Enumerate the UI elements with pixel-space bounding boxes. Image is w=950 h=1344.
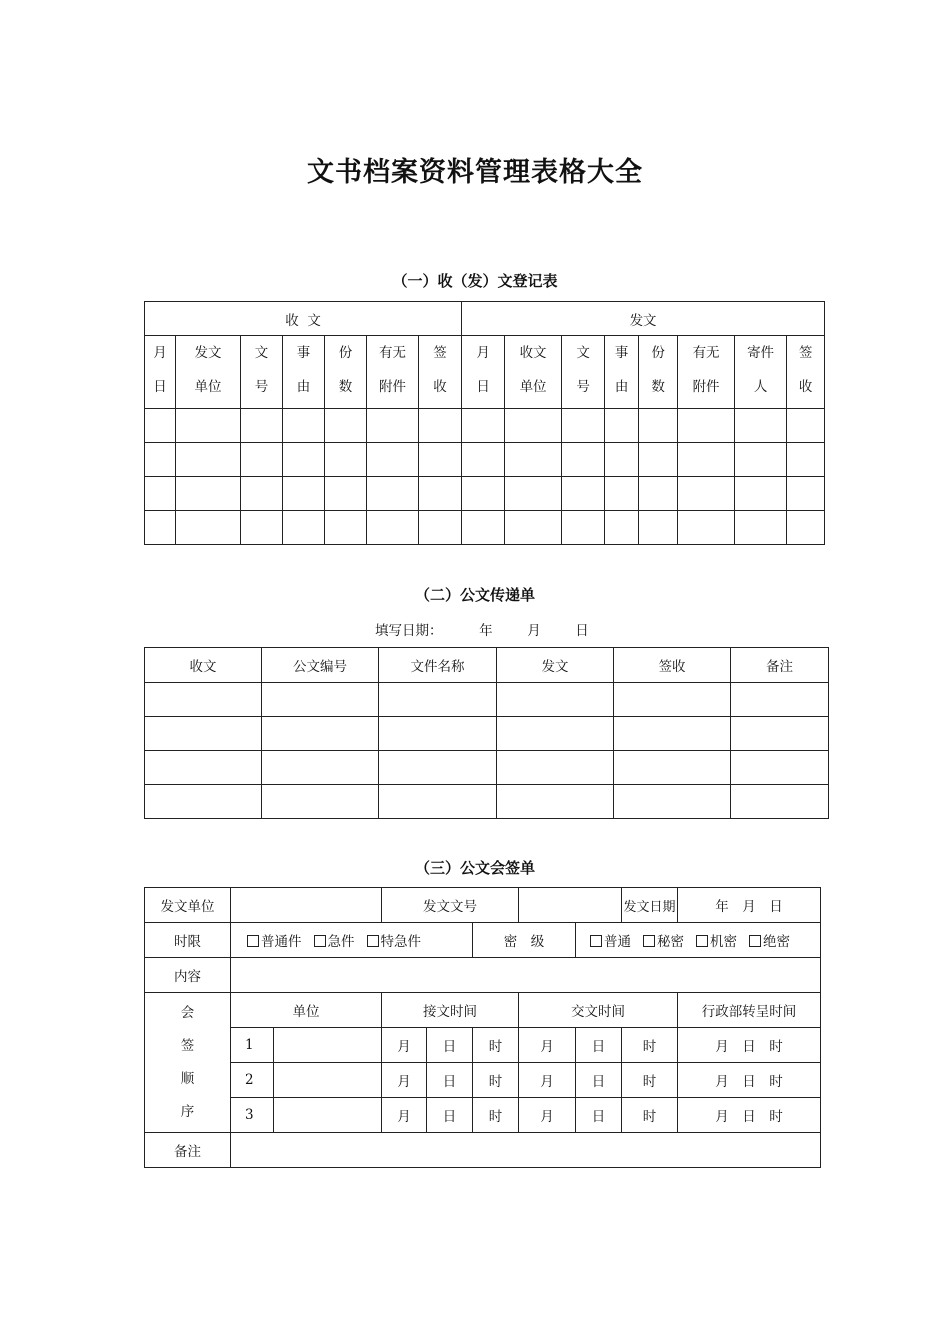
receive-col-header: 文 号 [241, 336, 283, 409]
table-cell[interactable] [614, 717, 731, 751]
receive-month: 月 [382, 1028, 427, 1063]
section-1-heading: （一）收（发）文登记表 [392, 272, 558, 290]
table-cell[interactable] [787, 409, 825, 443]
table-cell[interactable] [735, 443, 787, 477]
section-3-heading: （三）公文会签单 [414, 859, 535, 877]
hand-month: 月 [519, 1098, 576, 1133]
countersign-unit-cell[interactable] [274, 1028, 382, 1063]
time-limit-option-label: 特急件 [380, 934, 421, 950]
table-cell[interactable] [605, 511, 639, 545]
table-cell[interactable] [176, 511, 241, 545]
fill-date-month: 月 [527, 623, 541, 639]
time-limit-options [231, 923, 473, 958]
time-limit-checkbox[interactable] [367, 934, 422, 950]
table-cell[interactable] [367, 511, 419, 545]
secret-level-option-label: 普通 [604, 934, 632, 950]
table-cell[interactable] [379, 717, 497, 751]
checkbox-icon [749, 935, 761, 947]
hand-month: 月 [519, 1063, 576, 1098]
table-cell[interactable] [639, 511, 678, 545]
table-row [145, 785, 829, 819]
remark-label: 备注 [145, 1133, 231, 1168]
table-cell[interactable] [262, 717, 379, 751]
hand-day: 日 [576, 1098, 622, 1133]
transfer-col-header: 备注 [731, 648, 829, 683]
checkbox-icon [643, 935, 655, 947]
table-cell[interactable] [379, 785, 497, 819]
receive-col-header: 月 日 [145, 336, 176, 409]
register-column-row [145, 336, 825, 409]
secret-level-options [576, 923, 821, 958]
order-number: 2 [231, 1063, 274, 1098]
secret-level-checkbox[interactable] [696, 934, 737, 950]
table-cell[interactable] [283, 443, 325, 477]
register-table [144, 301, 825, 545]
table-cell[interactable] [639, 409, 678, 443]
table-cell[interactable] [605, 477, 639, 511]
time-limit-option-label: 急件 [327, 934, 355, 950]
transfer-col-header: 文件名称 [379, 648, 497, 683]
checkbox-icon [314, 935, 326, 947]
table-cell[interactable] [176, 443, 241, 477]
table-cell[interactable] [787, 443, 825, 477]
issue-number-value [519, 888, 622, 923]
table-cell[interactable] [145, 477, 176, 511]
issuer-unit-label: 发文单位 [145, 888, 231, 923]
table-cell[interactable] [787, 477, 825, 511]
table-cell[interactable] [176, 477, 241, 511]
secret-level-option-label: 机密 [710, 934, 738, 950]
receive-day: 日 [427, 1028, 473, 1063]
order-number: 3 [231, 1098, 274, 1133]
countersign-order-label: 会 签 顺 序 [145, 993, 231, 1133]
table-cell[interactable] [678, 409, 735, 443]
receive-header: 收 文 [145, 302, 462, 336]
send-col-header: 事 由 [605, 336, 639, 409]
receive-month: 月 [382, 1098, 427, 1133]
table-cell[interactable] [505, 409, 562, 443]
table-cell[interactable] [145, 683, 262, 717]
table-cell[interactable] [505, 477, 562, 511]
hand-hour: 时 [622, 1028, 678, 1063]
table-cell[interactable] [325, 443, 367, 477]
remark-value [231, 1133, 821, 1168]
content-label: 内容 [145, 958, 231, 993]
table-cell[interactable] [614, 751, 731, 785]
table-cell[interactable] [562, 409, 605, 443]
receive-day: 日 [427, 1098, 473, 1133]
time-limit-checkbox[interactable] [314, 934, 355, 950]
table-cell[interactable] [505, 511, 562, 545]
fill-date-line [375, 619, 589, 639]
table-cell[interactable] [735, 409, 787, 443]
table-cell[interactable] [283, 477, 325, 511]
table-cell[interactable] [562, 477, 605, 511]
section-2-heading: （二）公文传递单 [414, 586, 535, 604]
table-cell[interactable] [497, 785, 614, 819]
table-row [145, 1098, 821, 1133]
table-cell[interactable] [241, 443, 283, 477]
unit-column-header: 单位 [231, 993, 382, 1028]
receive-day: 日 [427, 1063, 473, 1098]
table-cell[interactable] [419, 443, 462, 477]
table-cell[interactable] [176, 409, 241, 443]
admin-time-value: 月 日 时 [678, 1098, 821, 1133]
table-row [145, 443, 825, 477]
table-cell[interactable] [505, 443, 562, 477]
table-cell[interactable] [367, 443, 419, 477]
table-cell[interactable] [639, 477, 678, 511]
send-col-header: 月 日 [462, 336, 505, 409]
send-col-header: 有无 附件 [678, 336, 735, 409]
hand-time-header: 交文时间 [519, 993, 678, 1028]
table-cell[interactable] [497, 751, 614, 785]
transfer-col-header: 签收 [614, 648, 731, 683]
table-cell[interactable] [419, 409, 462, 443]
table-cell[interactable] [605, 409, 639, 443]
admin-time-value: 月 日 时 [678, 1028, 821, 1063]
receive-time-header: 接文时间 [382, 993, 519, 1028]
table-cell[interactable] [367, 477, 419, 511]
checkbox-icon [696, 935, 708, 947]
table-row [145, 409, 825, 443]
receive-col-header: 签 收 [419, 336, 462, 409]
table-cell[interactable] [678, 511, 735, 545]
table-cell[interactable] [639, 443, 678, 477]
table-cell[interactable] [283, 511, 325, 545]
table-cell[interactable] [562, 511, 605, 545]
table-cell[interactable] [462, 409, 505, 443]
secret-level-option-label: 绝密 [763, 934, 791, 950]
fill-date-day: 日 [575, 623, 589, 639]
table-cell[interactable] [145, 511, 176, 545]
table-row [145, 1028, 821, 1063]
table-cell[interactable] [614, 683, 731, 717]
table-cell[interactable] [462, 511, 505, 545]
table-cell[interactable] [262, 683, 379, 717]
table-cell[interactable] [731, 751, 829, 785]
hand-hour: 时 [622, 1063, 678, 1098]
receive-hour: 时 [473, 1028, 519, 1063]
table-cell[interactable] [145, 443, 176, 477]
receive-col-header: 份 数 [325, 336, 367, 409]
receive-col-header: 有无 附件 [367, 336, 419, 409]
secret-level-checkbox[interactable] [643, 934, 684, 950]
admin-time-header: 行政部转呈时间 [678, 993, 821, 1028]
table-cell[interactable] [145, 409, 176, 443]
send-col-header: 文 号 [562, 336, 605, 409]
time-limit-label: 时限 [145, 923, 231, 958]
table-row [145, 717, 829, 751]
receive-col-header: 事 由 [283, 336, 325, 409]
table-cell[interactable] [145, 785, 262, 819]
table-cell[interactable] [462, 443, 505, 477]
send-col-header: 份 数 [639, 336, 678, 409]
table-cell[interactable] [562, 443, 605, 477]
table-row [145, 1063, 821, 1098]
secret-level-checkbox[interactable] [590, 934, 631, 950]
receive-hour: 时 [473, 1063, 519, 1098]
time-limit-option-label: 普通件 [261, 934, 302, 950]
checkbox-icon [590, 935, 602, 947]
table-row [145, 477, 825, 511]
table-cell[interactable] [379, 751, 497, 785]
transfer-col-header: 公文编号 [262, 648, 379, 683]
receive-col-header: 发文 单位 [176, 336, 241, 409]
receive-month: 月 [382, 1063, 427, 1098]
issuer-unit-value [231, 888, 382, 923]
table-cell[interactable] [262, 751, 379, 785]
issue-date-label: 发文日期 [622, 888, 678, 923]
transfer-col-header: 发文 [497, 648, 614, 683]
table-cell[interactable] [283, 409, 325, 443]
table-cell[interactable] [325, 409, 367, 443]
transfer-col-header: 收文 [145, 648, 262, 683]
table-cell[interactable] [678, 477, 735, 511]
countersign-unit-cell[interactable] [274, 1098, 382, 1133]
table-row [145, 511, 825, 545]
hand-day: 日 [576, 1063, 622, 1098]
fill-date-year: 年 [479, 623, 493, 639]
hand-day: 日 [576, 1028, 622, 1063]
table-cell[interactable] [731, 785, 829, 819]
table-cell[interactable] [379, 683, 497, 717]
table-cell[interactable] [145, 751, 262, 785]
hand-month: 月 [519, 1028, 576, 1063]
table-cell[interactable] [241, 511, 283, 545]
table-cell[interactable] [678, 443, 735, 477]
table-cell[interactable] [731, 683, 829, 717]
send-header: 发文 [462, 302, 825, 336]
send-col-header: 签 收 [787, 336, 825, 409]
admin-time-value: 月 日 时 [678, 1063, 821, 1098]
checkbox-icon [247, 935, 259, 947]
send-col-header: 收文 单位 [505, 336, 562, 409]
table-cell[interactable] [787, 511, 825, 545]
table-cell[interactable] [241, 477, 283, 511]
table-cell[interactable] [419, 511, 462, 545]
table-cell[interactable] [497, 683, 614, 717]
time-limit-checkbox[interactable] [247, 934, 302, 950]
table-cell[interactable] [497, 717, 614, 751]
table-cell[interactable] [325, 477, 367, 511]
table-row [145, 751, 829, 785]
table-cell[interactable] [735, 511, 787, 545]
transfer-table [144, 647, 829, 819]
send-col-header: 寄件 人 [735, 336, 787, 409]
content-value [231, 958, 821, 993]
table-cell[interactable] [735, 477, 787, 511]
secret-level-option-label: 秘密 [657, 934, 685, 950]
table-cell[interactable] [605, 443, 639, 477]
countersign-table [144, 887, 821, 1168]
issue-number-label: 发文文号 [382, 888, 519, 923]
checkbox-icon [367, 935, 379, 947]
table-cell[interactable] [145, 717, 262, 751]
order-number: 1 [231, 1028, 274, 1063]
issue-date-value: 年 月 日 [678, 888, 821, 923]
table-cell[interactable] [462, 477, 505, 511]
secret-level-checkbox[interactable] [749, 934, 790, 950]
fill-date-label: 填写日期： [375, 623, 443, 639]
transfer-column-row [145, 648, 829, 683]
table-cell[interactable] [731, 717, 829, 751]
page-title: 文书档案资料管理表格大全 [307, 157, 643, 188]
table-cell[interactable] [325, 511, 367, 545]
secret-level-label: 密 级 [473, 923, 576, 958]
table-cell[interactable] [419, 477, 462, 511]
table-cell[interactable] [241, 409, 283, 443]
receive-hour: 时 [473, 1098, 519, 1133]
table-cell[interactable] [262, 785, 379, 819]
table-cell[interactable] [614, 785, 731, 819]
hand-hour: 时 [622, 1098, 678, 1133]
table-row [145, 683, 829, 717]
countersign-unit-cell[interactable] [274, 1063, 382, 1098]
table-cell[interactable] [367, 409, 419, 443]
